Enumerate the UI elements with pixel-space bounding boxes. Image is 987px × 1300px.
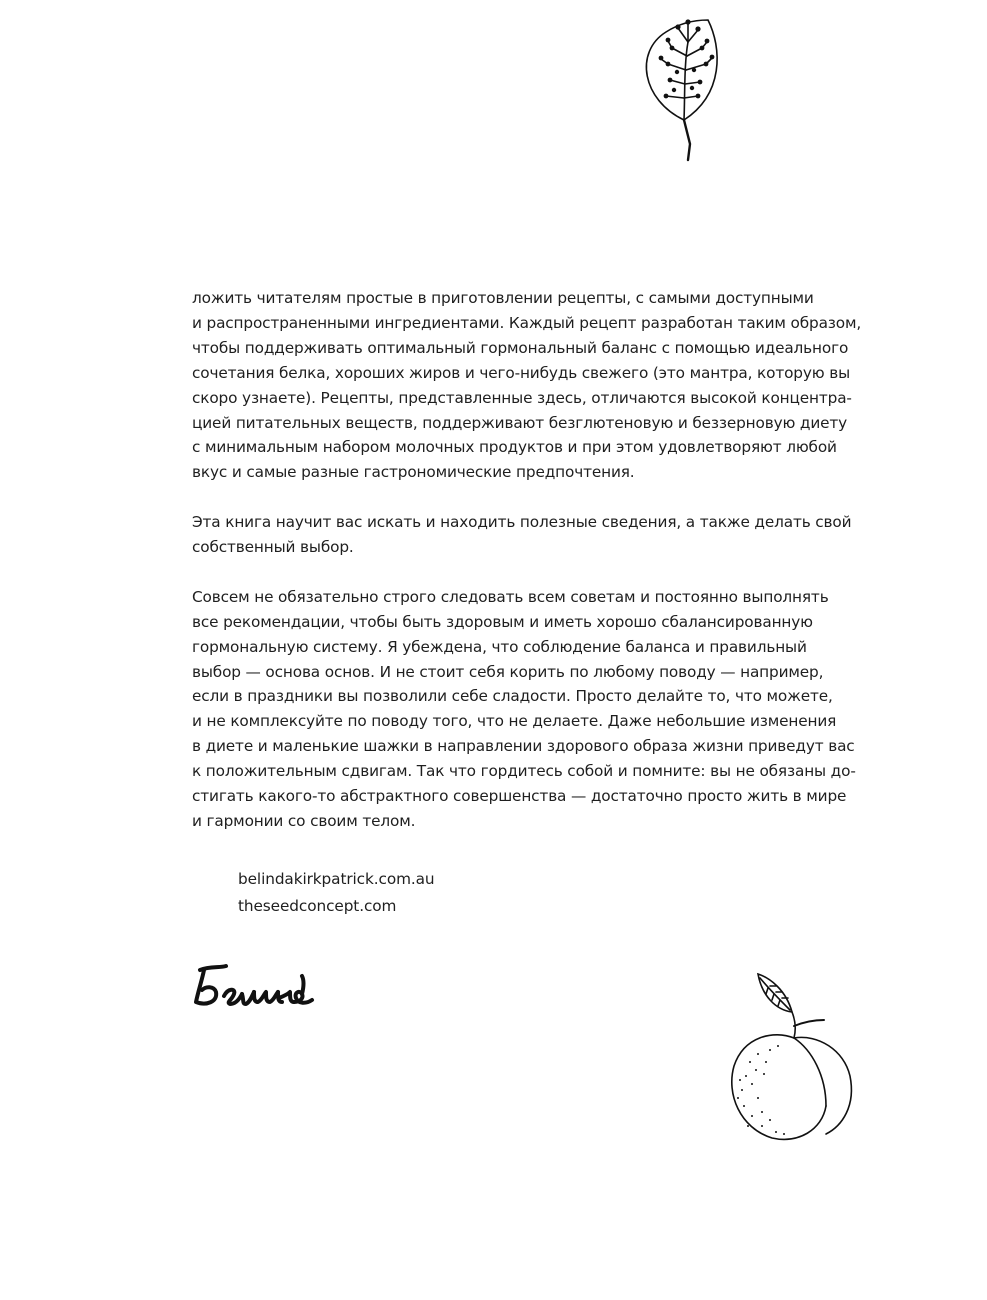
peach-icon (722, 966, 857, 1148)
text-line: выбор — основа основ. И не стоит себя корить по любому поводу — например, (192, 662, 824, 681)
paragraph-intro (192, 286, 862, 485)
text-line: и гармонии со своим телом. (192, 812, 416, 830)
website-link-seed-concept[interactable]: theseedconcept.com (238, 896, 397, 915)
text-line: Совсем не обязательно строго следовать всем советам и постоянно выполнять (192, 587, 829, 606)
text-line: скоро узнаете). Рецепты, представленные здесь, отличаются высокой концентра- (192, 388, 852, 407)
text-line: ложить читателям простые в приготовлении рецепты, с самыми доступными (192, 289, 814, 307)
text-line: вкус и самые разные гастрономические предпочтения. (192, 463, 635, 482)
text-line: Эта книга научит вас искать и находить полезные сведения, а также делать свой (192, 513, 852, 532)
text-line: собственный выбор. (192, 538, 354, 557)
text-line: и распространенными ингредиентами. Каждый рецепт разработан таким образом, (192, 313, 862, 332)
text-line: все рекомендации, чтобы быть здоровым и иметь хорошо сбалансированную (192, 612, 813, 631)
text-line: гормональную систему. Я убеждена, что соблюдение баланса и правильный (192, 637, 807, 656)
leaf-branch-icon (628, 8, 748, 166)
body-text (192, 286, 862, 859)
text-line: с минимальным набором молочных продуктов и при этом удовлетворяют любой (192, 438, 837, 457)
paragraph-third (192, 585, 856, 834)
text-line: к положительным сдвигам. Так что гордитесь собой и помните: вы не обязаны до- (192, 762, 856, 781)
text-line: стигать какого-то абстрактного совершенства — достаточно просто жить в мире (192, 787, 847, 806)
paragraph-second (192, 510, 852, 560)
website-links (238, 866, 435, 919)
text-line: цией питательных веществ, поддерживают безглютеновую и беззерновую диету (192, 413, 848, 432)
text-line: в диете и маленькие шажки в направлении здорового образа жизни приведут вас (192, 737, 855, 756)
signature-belinda (190, 958, 320, 1014)
text-line: и не комплексуйте по поводу того, что не делаете. Даже небольшие изменения (192, 712, 837, 731)
text-line: если в праздники вы позволили себе сладости. Просто делайте то, что можете, (192, 687, 833, 706)
text-line: сочетания белка, хороших жиров и чего-нибудь свежего (это мантра, которую вы (192, 363, 851, 382)
text-line: чтобы поддерживать оптимальный гормональный баланс с помощью идеального (192, 338, 849, 357)
website-link-belinda[interactable]: belindakirkpatrick.com.au (238, 870, 435, 888)
